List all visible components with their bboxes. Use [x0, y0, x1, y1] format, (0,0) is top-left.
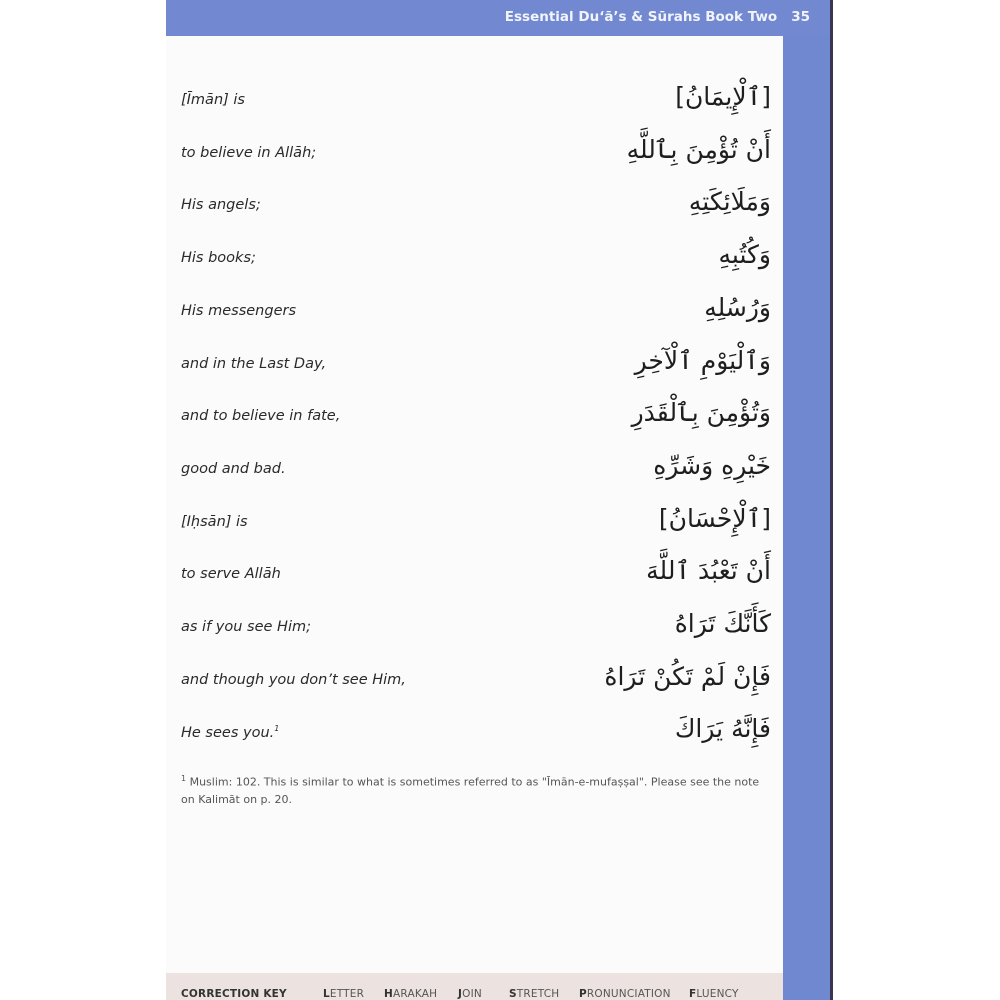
arabic-text: [ٱلْإِيمَانُ] [675, 82, 771, 111]
key-pronunciation: PRONUNCIATION [579, 988, 671, 1000]
page-edge [830, 0, 833, 1000]
footnote [181, 770, 771, 808]
key-fluency: FLUENCY [689, 988, 739, 1000]
english-translation: to believe in Allāh; [181, 144, 317, 161]
key-stretch: STRETCH [509, 988, 560, 1000]
footnote-reference: 1 [274, 724, 280, 734]
english-translation: [Īmān] is [181, 92, 245, 108]
key-letter: LETTER [323, 988, 365, 1000]
arabic-text: وَٱلْيَوْمِ ٱلْآخِرِ [634, 345, 771, 375]
arabic-text: وَكُتُبِهِ [718, 240, 771, 270]
english-translation: and to believe in fate, [181, 408, 341, 425]
text-line [181, 187, 771, 227]
running-header [505, 9, 810, 25]
book-title: Essential Du‘ā’s & Sūrahs Book Two [504, 9, 778, 25]
english-translation: good and bad. [181, 460, 286, 477]
footnote-marker: 1 [181, 774, 187, 783]
arabic-text: وَمَلَائِكَتِهِ [688, 187, 771, 217]
correction-key-bar [166, 973, 783, 1000]
footnote-text: Muslim: 102. This is similar to what is sometimes referred to as "Īmān-e-mufaṣṣal". Please see the note on Kalimāt on p. 20. [181, 775, 760, 806]
key-harakah: HARAKAH [384, 988, 438, 1000]
english-translation: [Iḥsān] is [181, 513, 248, 530]
text-line [181, 82, 771, 122]
arabic-text: كَأَنَّكَ تَرَاهُ [674, 609, 771, 638]
header-bar [166, 0, 832, 36]
text-line [181, 662, 771, 702]
text-line [181, 135, 771, 175]
english-translation: He sees you.$^1$ [181, 724, 280, 742]
text-line [181, 504, 771, 544]
text-line [181, 451, 771, 491]
english-translation: and though you don’t see Him, [181, 671, 406, 688]
arabic-text: أَنْ تُؤْمِنَ بِٱللَّهِ [626, 134, 771, 164]
text-line [181, 346, 771, 386]
arabic-text: [ٱلْإِحْسَانُ] [658, 503, 771, 533]
text-line [181, 609, 771, 649]
text-line [181, 398, 771, 438]
english-translation: His angels; [181, 197, 261, 214]
arabic-text: أَنْ تَعْبُدَ ٱللَّهَ [646, 556, 771, 586]
side-color-band [783, 36, 832, 1000]
english-translation: as if you see Him; [181, 619, 311, 635]
english-translation: to serve Allāh [181, 566, 281, 583]
english-translation: and in the Last Day, [181, 355, 327, 372]
english-translation: His messengers [181, 302, 297, 319]
key-join: JOIN [458, 988, 482, 1000]
text-line [181, 240, 771, 280]
arabic-text: وَرُسُلِهِ [704, 292, 771, 322]
arabic-text: وَتُؤْمِنَ بِٱلْقَدَرِ [631, 398, 771, 428]
arabic-text: فَإِنَّهُ يَرَاكَ [674, 714, 771, 744]
english-translation: His books; [181, 250, 256, 267]
page-number: 35 [791, 9, 810, 25]
correction-key-label: CORRECTION KEY [181, 988, 287, 1000]
text-line [181, 556, 771, 596]
arabic-text: خَيْرِهِ وَشَرِّهِ [653, 450, 771, 480]
text-line [181, 293, 771, 333]
text-line [181, 714, 771, 754]
arabic-text: فَإِنْ لَمْ تَكُنْ تَرَاهُ [604, 661, 771, 691]
